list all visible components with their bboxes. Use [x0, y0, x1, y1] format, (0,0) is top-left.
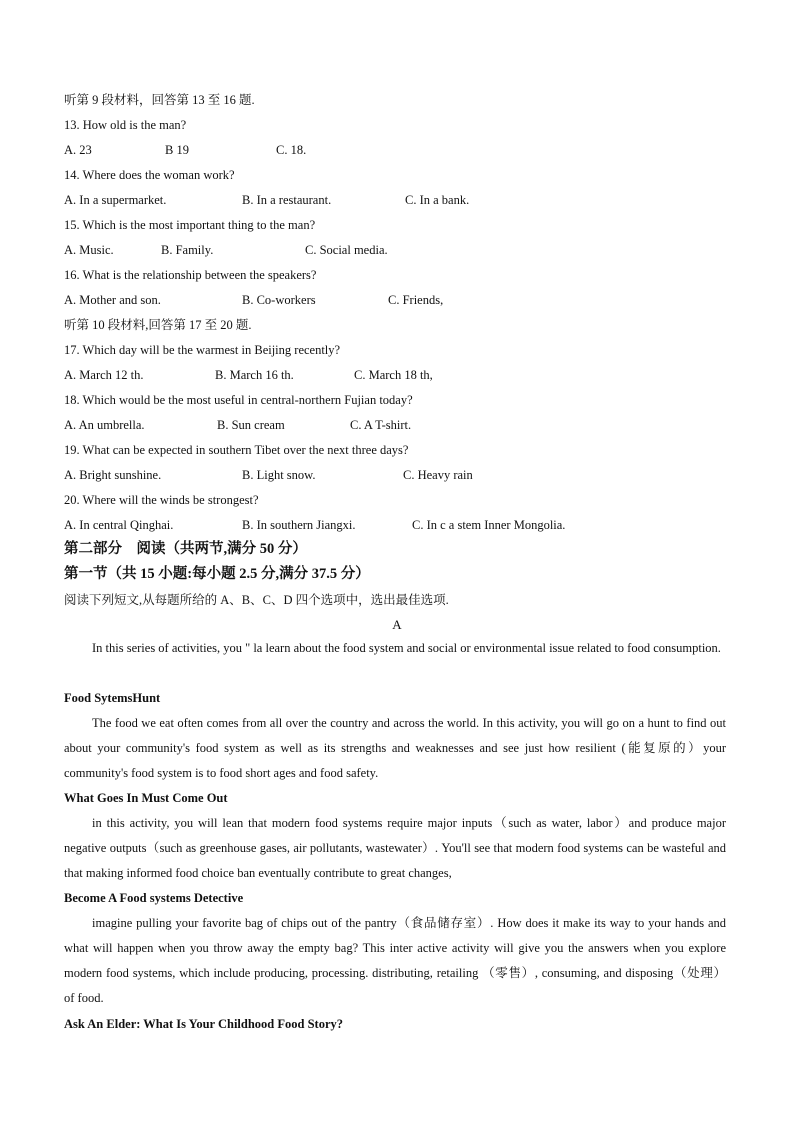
option-a: A. In a supermarket. [64, 193, 167, 207]
heading-food-detective: Become A Food systems Detective [64, 891, 244, 905]
option-c: C. Heavy rain [403, 468, 473, 482]
paragraph-food-systems-hunt: The food we eat often comes from all over the country and across the world. In this activity, you will go on a hunt to find out about your community's food system as well as its strengths and weaknesses and see just how resilient (能复原的）your community's food system is to food short ages and food safety. [64, 716, 726, 780]
option-a: A. Bright sunshine. [64, 468, 162, 482]
paragraph-what-goes-in: in this activity, you will lean that modern food systems require major inputs（such as water, labor）and produce major negative outputs（such as greenhouse gases, air pollutants, wastewater）. You'll see that modern food systems can be wasteful and that making informed food choice ban eventually contribute to great changes, [64, 816, 726, 880]
option-b: B. Light snow. [242, 468, 316, 482]
option-c: C. 18. [276, 143, 307, 157]
option-c: C. In a bank. [405, 193, 470, 207]
option-a: A. Mother and son. [64, 293, 161, 307]
question-17: 17. Which day will be the warmest in Beijing recently? [64, 343, 341, 357]
option-b: B. In southern Jiangxi. [242, 518, 356, 532]
section10-intro: 听第 10 段材料,回答第 17 至 20 题. [64, 318, 252, 332]
option-a: A. An umbrella. [64, 418, 145, 432]
option-a: A. 23 [64, 143, 92, 157]
reading-instructions: 阅读下列短文,从每题所给的 A、B、C、D 四个选项中，选出最佳选项. [64, 593, 449, 607]
section9-intro: 听第 9 段材料，回答第 13 至 16 题. [64, 93, 255, 107]
option-b: B. Family. [161, 243, 214, 257]
question-16: 16. What is the relationship between the speakers? [64, 268, 317, 282]
option-b: B. Sun cream [217, 418, 285, 432]
option-c: C. In c a stem Inner Mongolia. [412, 518, 566, 532]
option-b: B 19 [165, 143, 189, 157]
option-a: A. Music. [64, 243, 114, 257]
option-b: B. In a restaurant. [242, 193, 332, 207]
heading-what-goes-in: What Goes In Must Come Out [64, 791, 228, 805]
option-a: A. In central Qinghai. [64, 518, 174, 532]
option-c: C. Social media. [305, 243, 388, 257]
option-a: A. March 12 th. [64, 368, 144, 382]
option-b: B. March 16 th. [215, 368, 294, 382]
paragraph-food-detective: imagine pulling your favorite bag of chips out of the pantry（食品储存室）. How does it make its way to your hands and what will happen when you throw away the empty bag? This inter active activity will give you the answers when you explore modern food systems, which include producing, processing. distributing, retailing （零售）, consuming, and disposing（处理） of food. [64, 916, 726, 1005]
part-title: 第二部分 阅读（共两节,满分 50 分） [64, 541, 307, 557]
heading-ask-an-elder: Ask An Elder: What Is Your Childhood Food Story? [64, 1017, 344, 1031]
question-13: 13. How old is the man? [64, 118, 187, 132]
passage-intro: In this series of activities, you " la learn about the food system and social or environmental issue related to food consumption. [92, 641, 721, 655]
heading-food-systems-hunt: Food SytemsHunt [64, 691, 161, 705]
option-c: C. Friends, [388, 293, 444, 307]
passage-label: A [392, 617, 402, 632]
option-c: C. A T-shirt. [350, 418, 412, 432]
option-c: C. March 18 th, [354, 368, 433, 382]
section-title: 第一节（共 15 小题:每小题 2.5 分,满分 37.5 分） [64, 566, 370, 582]
option-b: B. Co-workers [242, 293, 316, 307]
question-15: 15. Which is the most important thing to the man? [64, 218, 316, 232]
question-18: 18. Which would be the most useful in central-northern Fujian today? [64, 393, 413, 407]
question-20: 20. Where will the winds be strongest? [64, 493, 259, 507]
question-19: 19. What can be expected in southern Tibet over the next three days? [64, 443, 409, 457]
question-14: 14. Where does the woman work? [64, 168, 235, 182]
